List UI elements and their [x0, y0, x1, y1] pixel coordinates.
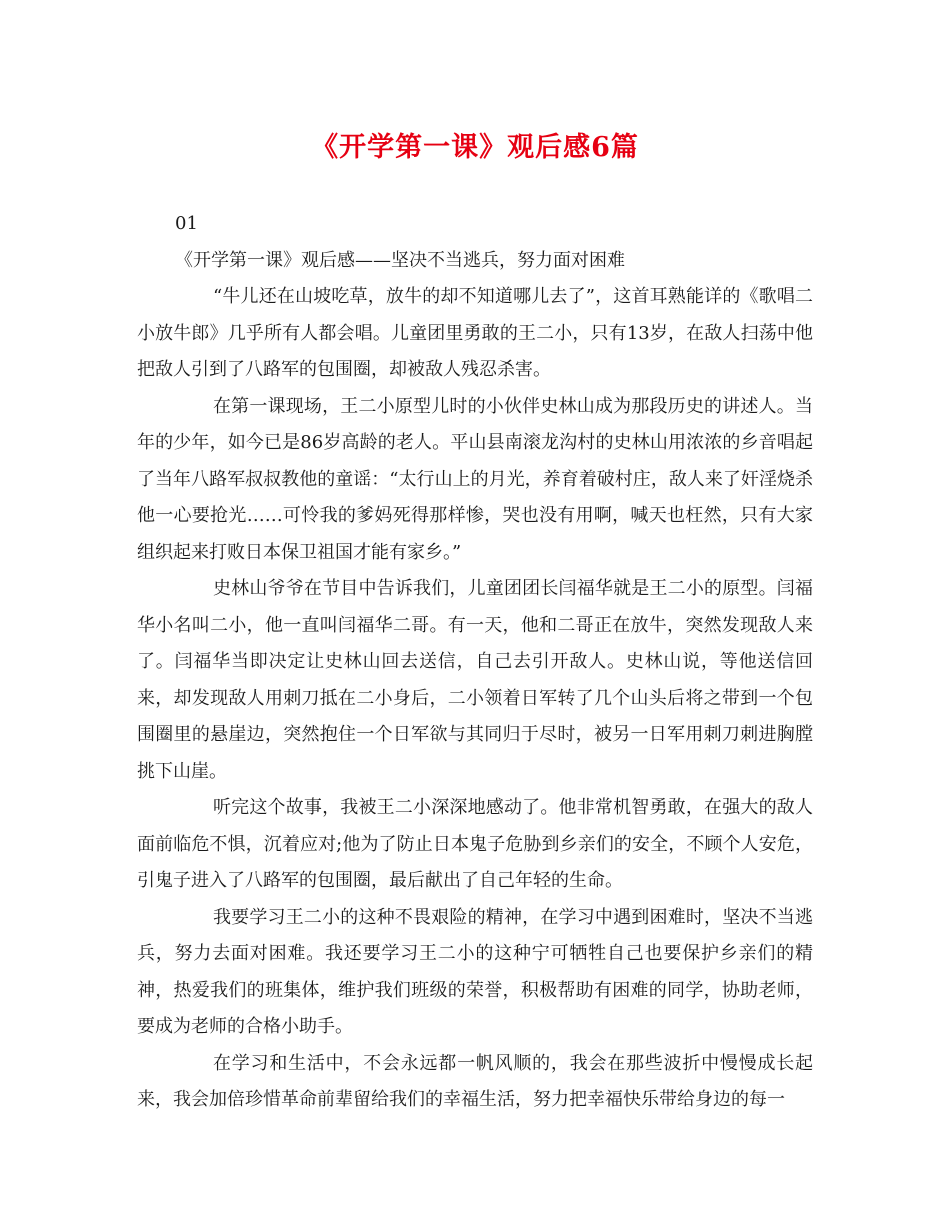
section-subtitle: 《开学第一课》观后感——坚决不当逃兵，努力面对困难 [175, 249, 625, 271]
section-number: 01 [175, 213, 198, 234]
document-title: 《开学第一课》观后感6篇 [311, 132, 639, 163]
paragraph: 史林山爷爷在节目中告诉我们，儿童团团长闫福华就是王二小的原型。闫福华小名叫二小，他一直叫闫福华二哥。有一天，他和二哥正在放牛，突然发现敌人来了。闫福华当即决定让史林山回去送信，自己去引开敌人。史林山说，等他送信回来，却发现敌人用刺刀抵在二小身后，二小领着日军转了几个山头后将之带到一个包围圈里的悬崖边，突然抱住一个日军欲与其同归于尽时，被另一日军用刺刀刺进胸膛挑下山崖。 [137, 578, 813, 782]
document-body [137, 206, 813, 1119]
paragraph: 在第一课现场，王二小原型儿时的小伙伴史林山成为那段历史的讲述人。当年的少年，如今已是86岁高龄的老人。平山县南滚龙沟村的史林山用浓浓的乡音唱起了当年八路军叔叔教他的童谣：“太行山上的月光，养育着破村庄，敌人来了奸淫烧杀他一心要抢光……可怜我的爹妈死得那样惨，哭也没有用啊，喊天也枉然，只有大家组织起来打败日本保卫祖国才能有家乡。” [137, 395, 813, 563]
paragraph: “牛儿还在山坡吃草，放牛的却不知道哪儿去了”，这首耳熟能详的《歌唱二小放牛郎》几乎所有人都会唱。儿童团里勇敢的王二小，只有13岁，在敌人扫荡中他把敌人引到了八路军的包围圈，却被敌人残忍杀害。 [137, 286, 813, 380]
paragraph: 听完这个故事，我被王二小深深地感动了。他非常机智勇敢，在强大的敌人面前临危不惧，沉着应对;他为了防止日本鬼子危胁到乡亲们的安全，不顾个人安危，引鬼子进入了八路军的包围圈，最后献出了自己年轻的生命。 [137, 797, 813, 891]
paragraph: 我要学习王二小的这种不畏艰险的精神，在学习中遇到困难时，坚决不当逃兵，努力去面对困难。我还要学习王二小的这种宁可牺牲自己也要保护乡亲们的精神，热爱我们的班集体，维护我们班级的荣誉，积极帮助有困难的同学，协助老师，要成为老师的合格小助手。 [137, 906, 813, 1037]
paragraph: 在学习和生活中，不会永远都一帆风顺的，我会在那些波折中慢慢成长起来，我会加倍珍惜革命前辈留给我们的幸福生活，努力把幸福快乐带给身边的每一 [137, 1052, 813, 1110]
